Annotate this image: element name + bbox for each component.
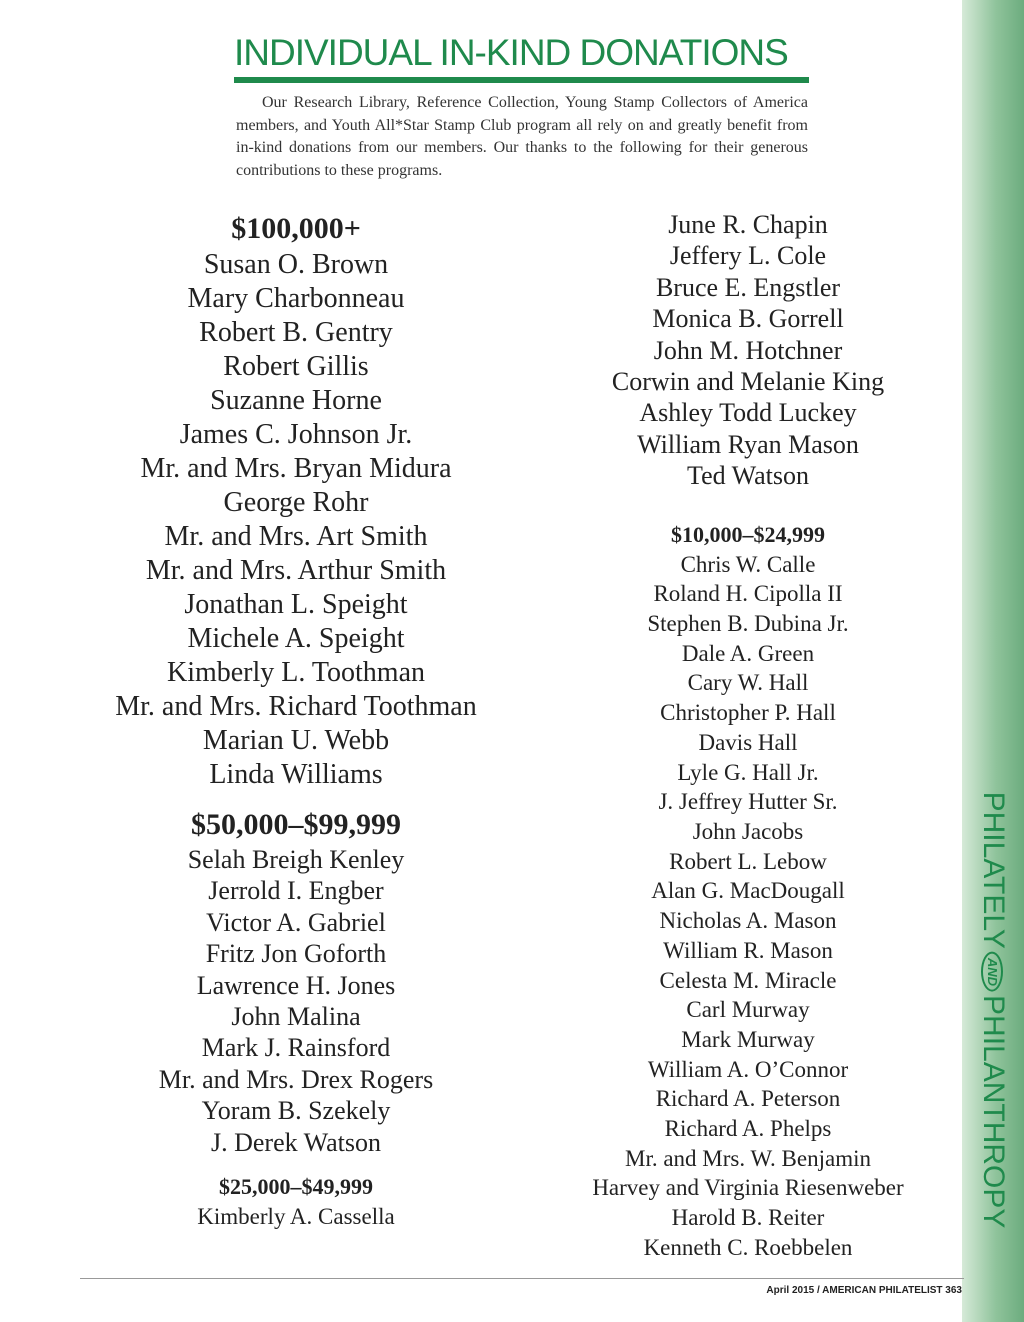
and-emblem: AND	[981, 952, 1003, 992]
donor-name: Mr. and Mrs. Art Smith	[164, 521, 428, 552]
tier-100k-section	[90, 210, 502, 792]
donor-name: Mark Murway	[681, 1026, 815, 1052]
donor-name: Lyle G. Hall Jr.	[677, 759, 819, 785]
donor-list	[90, 248, 502, 792]
donor-name: Marian U. Webb	[202, 725, 390, 756]
sidebar-tagline	[976, 792, 1010, 1229]
donor-name: Roland H. Cipolla II	[653, 581, 843, 607]
donor-name: Jonathan L. Speight	[184, 589, 408, 620]
donor-name: J. Derek Watson	[210, 1127, 381, 1157]
donor-name: Susan O. Brown	[203, 249, 389, 280]
donor-name: June R. Chapin	[668, 210, 828, 239]
donor-list	[90, 844, 502, 1158]
donor-name: Monica B. Gorrell	[652, 304, 844, 334]
donor-name: Richard A. Phelps	[664, 1116, 832, 1142]
donor-name: Selah Breigh Kenley	[187, 845, 405, 874]
donor-name: Yoram B. Szekely	[201, 1096, 391, 1126]
tier-25k-section	[90, 1172, 502, 1232]
donor-name: Davis Hall	[698, 729, 798, 755]
donor-list-continued	[570, 209, 926, 492]
donor-name: James C. Johnson Jr.	[179, 419, 413, 450]
donor-name: John Malina	[231, 1002, 361, 1032]
donor-name: Alan G. MacDougall	[651, 878, 845, 904]
donor-name: Ashley Todd Luckey	[639, 398, 857, 428]
donor-name: Bruce E. Engstler	[655, 272, 841, 302]
donor-name: J. Jeffrey Hutter Sr.	[658, 789, 838, 815]
tier-heading: $25,000–$49,999	[219, 1174, 373, 1200]
donor-name: Mr. and Mrs. Drex Rogers	[158, 1064, 434, 1094]
donor-name: Lawrence H. Jones	[196, 970, 396, 1000]
intro-paragraph: Our Research Library, Reference Collection, Young Stamp Collectors of America members, and Youth All*Star Stamp Club program all rely on and greatly benefit from in-kind donations from our members. Our thanks to the following for their generous contributions to these programs.	[236, 94, 808, 179]
donor-name: William A. O’Connor	[647, 1056, 849, 1082]
donor-name: Kimberly L. Toothman	[166, 657, 426, 688]
donor-name: Christopher P. Hall	[660, 700, 836, 726]
page-footer: April 2015 / AMERICAN PHILATELIST 363	[766, 1285, 962, 1296]
donor-name: Harold B. Reiter	[671, 1205, 825, 1231]
donor-name: Chris W. Calle	[680, 551, 816, 577]
donor-name: Fritz Jon Goforth	[205, 939, 387, 969]
tier-50k-section	[90, 806, 502, 1158]
tier-heading: $10,000–$24,999	[671, 521, 825, 547]
donor-name: Jeffery L. Cole	[669, 241, 827, 271]
page-title: INDIVIDUAL IN-KIND DONATIONS	[234, 32, 788, 73]
footer-rule	[80, 1278, 964, 1279]
donor-name: George Rohr	[223, 487, 369, 518]
donor-name: Mark J. Rainsford	[201, 1033, 391, 1063]
donor-name: Mr. and Mrs. Arthur Smith	[145, 555, 447, 586]
title-rule	[234, 77, 809, 83]
donor-name: John Jacobs	[692, 818, 804, 844]
donor-name: John M. Hotchner	[653, 335, 843, 365]
donor-name: Nicholas A. Mason	[659, 908, 837, 934]
left-column	[90, 210, 502, 1232]
donor-name: Richard A. Peterson	[655, 1086, 841, 1112]
donor-name: Michele A. Speight	[187, 623, 405, 654]
donor-list	[90, 1202, 502, 1232]
donor-name: William Ryan Mason	[637, 429, 859, 459]
donor-name: Dale A. Green	[681, 640, 815, 666]
donor-name: Mr. and Mrs. Bryan Midura	[140, 453, 452, 484]
donor-name: Mary Charbonneau	[187, 283, 405, 314]
donor-name: Carl Murway	[686, 997, 810, 1023]
sidebar-word-philately: PHILATELY	[977, 791, 1010, 949]
donor-list	[570, 550, 926, 1263]
donor-name: Stephen B. Dubina Jr.	[647, 611, 849, 637]
donor-name: Cary W. Hall	[687, 670, 809, 696]
tier-heading: $50,000–$99,999	[191, 808, 401, 841]
donor-name: Kenneth C. Roebbelen	[643, 1234, 853, 1260]
donor-name: Ted Watson	[687, 461, 809, 491]
donor-name: William R. Mason	[663, 937, 833, 963]
donor-name: Mr. and Mrs. W. Benjamin	[625, 1145, 871, 1171]
tier-10k-section	[570, 520, 926, 1263]
donor-name: Robert L. Lebow	[669, 848, 827, 874]
donor-name: Mr. and Mrs. Richard Toothman	[115, 691, 477, 722]
donor-name: Harvey and Virginia Riesenweber	[592, 1175, 904, 1201]
donor-name: Robert Gillis	[223, 351, 369, 382]
donor-name: Jerrold I. Engber	[208, 876, 384, 906]
donor-name: Kimberly A. Cassella	[197, 1204, 395, 1230]
donor-name: Robert B. Gentry	[199, 317, 393, 348]
donor-name: Linda Williams	[209, 759, 383, 790]
donor-name: Celesta M. Miracle	[659, 967, 837, 993]
donor-name: Suzanne Horne	[210, 385, 382, 416]
donor-name: Corwin and Melanie King	[611, 367, 885, 397]
tier-heading: $100,000+	[231, 212, 361, 245]
donor-name: Victor A. Gabriel	[206, 907, 386, 937]
right-column	[570, 209, 926, 1263]
sidebar-word-philanthropy: PHILANTHROPY	[977, 995, 1010, 1229]
